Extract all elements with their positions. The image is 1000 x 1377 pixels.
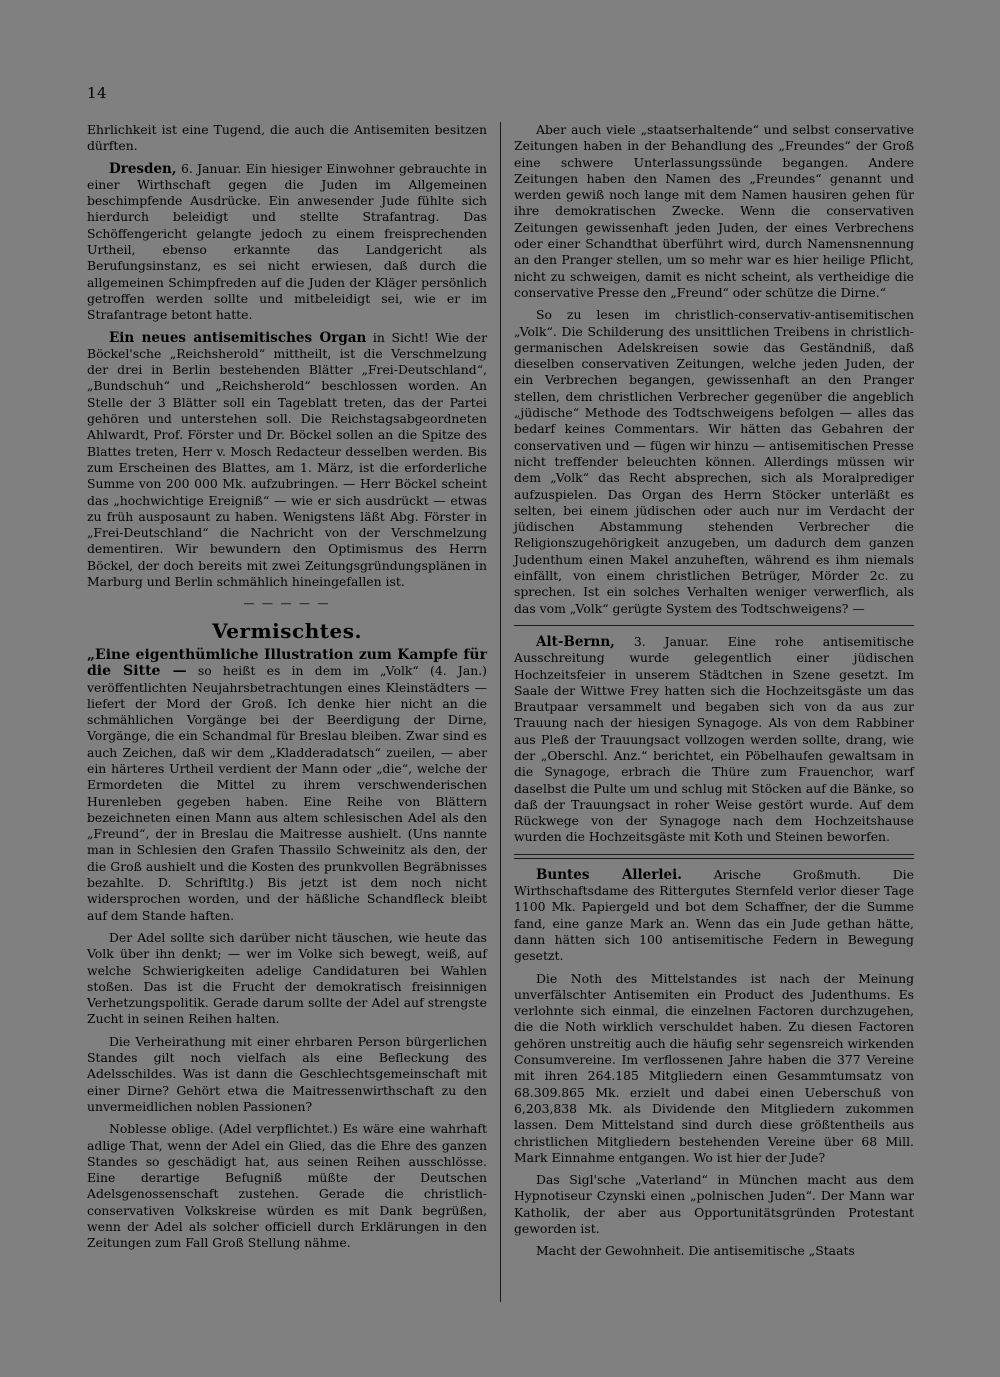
dresden-text: 6. Januar. Ein hiesiger Einwohner gebrauchte in einer Wirthschaft gegen die Juden im Allgemeinen beschimpfende Ausdrücke. Ein anwesender Jude fühlte sich hierdurch beleidigt und stellte Strafantrag. Das Schöffengericht gelangte jedoch zu einem freisprechenden Urtheil, ebenso erkannte das Landgericht als Berufungsinstanz, es sei nicht erwiesen, daß durch die allgemeinen Schimpfreden auf die Juden der Kläger persönlich getroffen werden sollte und mitbeleidigt sei, wie er im Strafantrage betont hatte. — [87, 160, 487, 323]
illustration-headline: „Eine eigenthümliche Illustration zum Kampfe für die Sitte — — [87, 646, 487, 680]
article-paragraph: So zu lesen im christlich-conservativ-antisemitischen „Volk“. Die Schilderung des unsittlichen Treibens in christlich-germanischen Adelskreisen sowie das Geständniß, daß dieselben conservativen Zeitungen, welche jeden Juden, der ein Verbrechen begangen, gewissenhaft an den Pranger stellen, dem christlichen Verbrecher gegenüber die angeblich „jüdische“ Methode des Todtschweigens befolgen — alles das bedarf keines Commentars. Wir hätten das Gebahren der conservativen und — fügen wir hinzu — antisemitischen Presse nicht treffender beleuchten können. Allerdings müssen wir dem „Volk“ das Recht absprechen, sich als Moralprediger aufzuspielen. Das Organ des Herrn Stöcker unterläßt es selten, bei einem jüdischen oder auch nur im Verdacht der jüdischen Abstammung stehenden Verbrecher die Religionszugehörigkeit anzugeben, um dadurch dem ganzen Judenthum einen Makel anzuheften, während es ihm niemals einfällt, von einem christlichen Betrüger, Mörder 2c. zu sprechen. Ist ein solches Verhalten weniger verwerflich, als das vom „Volk“ gerügte System des Todtschweigens? — — [514, 307, 914, 616]
column-divider — [500, 122, 501, 1302]
article-paragraph: Macht der Gewohnheit. Die antisemitische „Staats — [536, 1243, 855, 1259]
dresden-article — [87, 161, 487, 324]
dresden-lead: Dresden, — [109, 160, 177, 177]
article-paragraph: Die Noth des Mittelstandes ist nach der Meinung unverfälschter Antisemiten ein Product des Judenthums. Es verlohnte sich einmal, die einzelnen Factoren durchzugehen, die die Noth wirklich verschuldet haben. Zu diesen Factoren gehören unstreitig auch die häufig sehr segensreich wirkenden Consumvereine. Im verflossenen Jahre haben die 377 Vereine mit ihren 264.185 Mitgliedern einen Gesammtumsatz von 68.309.865 Mk. erzielt und dabei einen Ueberschuß von 6,203,838 Mk. als Dividende den Mitgliedern zukommen lassen. Dem Mittelstand sind durch diese größtentheils aus christlichen Mitgliedern bestehenden Vereine über 68 Mill. Mark Einnahme entgangen. Wo ist hier der Jude? — [514, 970, 914, 1165]
article-paragraph: Noblesse oblige. (Adel verpflichtet.) Es wäre eine wahrhaft adlige That, wenn der Adel ein Glied, das die Ehre des ganzen Standes so geschädigt hat, aus seinen Reihen ausschlösse. Eine derartige Befugniß müßte der Deutschen Adelsgenossenschaft zustehen. Gerade die christlich-conservativen Volkskreise würden es mit Dank begrüßen, wenn der Adel als solcher officiell durch Erklärungen in den Zeitungen zum Fall Groß Stellung nähme. — [87, 1121, 487, 1251]
bernn-text: 3. Januar. Eine rohe antisemitische Ausschreitung wurde gelegentlich einer jüdischen Hochzeitsfeier in unserem Städtchen in Szene gesetzt. Im Saale der Wittwe Frey hatten sich die Hochzeitsgäste um das Brautpaar versammelt und begaben sich von da aus zur Trauung nach der hiesigen Synagoge. Als von dem Rabbiner aus Pleß der Trauungsact vollzogen werden sollte, drang, wie der „Oberschl. Anz.“ berichtet, ein Pöbelhaufen gewaltsam in die Synagoge, erbrach die Thüre zum Frauenchor, warf daselbst die Pulte um und schlug mit Stöcken auf die Bänke, so daß der Trauungsact in roher Weise gestört wurde. Auf dem Rückwege von der Synagoge nach dem Hochzeitshause wurden die Hochzeitsgäste mit Koth und Steinen beworfen. — [514, 633, 914, 845]
page-number: 14 — [87, 84, 108, 102]
illustration-text: so heißt es in dem im „Volk“ (4. Jan.) veröffentlichten Neujahrsbetrachtungen eines Kleinstädters — liefert der Mord der Groß. Ich denke hier nicht an die schmählichen Vorgänge bei der Beerdigung der Dirne, Vorgänge, die ein Schandmal für Breslau bleiben. Zwar sind es auch Zeichen, daß wir dem „Kladderadatsch“ zueilen, — aber ein härteres Urtheil verdient der Mann oder „die“, welche der Ermordeten die Mittel zu ihrem verschwenderischen Hurenleben gegeben haben. Eine Reihe von Blättern bezeichneten einen Mann aus altem schlesischen Adel als den „Freund“, der in Breslau die Maitresse aushielt. (Uns nannte man in Schlesien den Grafen Thassilo Schweinitz als den, der die Groß aushielt und die Kosten des prunkvollen Begräbnisses bezahlte. D. Schriftltg.) Bis jetzt ist dem noch nicht widersprochen worden, und der häßliche Schandfleck bleibt auf dem Stande haften. — [87, 663, 487, 923]
article-paragraph: Ehrlichkeit ist eine Tugend, die auch die Antisemiten besitzen dürften. — [87, 122, 487, 154]
left-column — [87, 122, 487, 1258]
article-paragraph: Aber auch viele „staatserhaltende“ und selbst conservative Zeitungen haben in der Behandlung des „Freundes“ der Groß eine schwere Unterlassungssünde begangen. Andere Zeitungen haben den Namen des „Freundes“ genannt und werden gewiß noch lange mit dem Namen hausiren gehen für ihre demokratischen Zwecke. Wenn die conservativen Zeitungen gewissenhaft jeden Juden, der eines Verbrechens oder einer Schandthat überführt wird, durch Namensnennung an den Pranger stellen, um so mehr war es hier heilige Pflicht, nicht zu schweigen, damit es nicht scheint, als vertheidige die conservative Presse den „Freund“ oder schütze die Dirne.“ — [514, 122, 914, 300]
bunt-text: Arische Großmuth. Die Wirthschaftsdame des Rittergutes Sternfeld verlor dieser Tage 1100 Mk. Papiergeld und bot dem Schaffner, der die Summe fand, eine ganze Mark an. Wenn das ein Jude gethan hätte, dann hätten sich 100 antisemitische Federn in Bewegung gesetzt. — [514, 866, 914, 964]
organ-article — [87, 330, 487, 591]
bernn-lead: Alt-Bernn, — [536, 633, 615, 650]
article-divider — [514, 854, 914, 859]
section-heading: Vermischtes. — [212, 618, 362, 643]
bunt-article — [514, 867, 914, 965]
right-column — [514, 122, 914, 1266]
article-paragraph: Die Verheirathung mit einer ehrbaren Person bürgerlichen Standes gilt noch vielfach als eine Befleckung des Adelsschildes. Was ist dann die Geschlechtsgemeinschaft mit einer Dirne? Gehört etwa die Maitressenwirthschaft zu den unvermeidlichen noblen Passionen? — [87, 1033, 487, 1114]
bernn-article — [514, 634, 914, 846]
bunt-lead: Buntes Allerlei. — [536, 866, 682, 883]
article-divider — [514, 625, 914, 626]
article-paragraph: Das Sigl'sche „Vaterland“ in München macht aus dem Hypnotiseur Czynski einen „polnischen Juden“. Der Mann war Katholik, der aber aus Opportunitätsgründen Protestant geworden ist. — [514, 1172, 914, 1236]
separator-dashes: — — — — — — [243, 597, 331, 611]
organ-lead: Ein neues antisemitisches Organ — [109, 329, 367, 346]
article-paragraph: Der Adel sollte sich darüber nicht täuschen, wie heute das Volk über ihn denkt; — wer im Volke sich bewegt, weiß, auf welche Schwierigkeiten adelige Candidaturen bei Wahlen stoßen. Das ist die Frucht der demokratisch freisinnigen Verhetzungspolitik. Gerade darum sollte der Adel auf strengste Zucht in seinen Reihen halten. — [87, 929, 487, 1027]
illustration-article — [87, 647, 487, 924]
organ-text: in Sicht! Wie der Böckel'sche „Reichsherold“ mittheilt, ist die Verschmelzung der drei in Berlin bestehenden Blätter „Frei-Deutschland“, „Bundschuh“ und „Reichsherold“ beschlossen worden. An Stelle der 3 Blätter soll ein Tageblatt treten, das der Partei gehören und unterstehen soll. Die Reichstagsabgeordneten Ahlwardt, Prof. Förster und Dr. Böckel sollen an die Spitze des Blattes treten, Herr v. Mosch Redacteur desselben werden. Bis zum Erscheinen des Blattes, am 1. März, ist die erforderliche Summe von 200 000 Mk. aufzubringen. — Herr Böckel scheint das „hochwichtige Ereigniß“ — wie er sich ausdrückt — etwas zu früh ausposaunt zu haben. Wenigstens läßt Abg. Förster in „Frei-Deutschland“ die Nachricht von der Verschmelzung dementiren. Wir bewundern den Optimismus des Herrn Böckel, der doch bereits mit zwei Zeitungsgründungsplänen in Marburg und Berlin schmählich hineingefallen ist. — [87, 329, 487, 590]
